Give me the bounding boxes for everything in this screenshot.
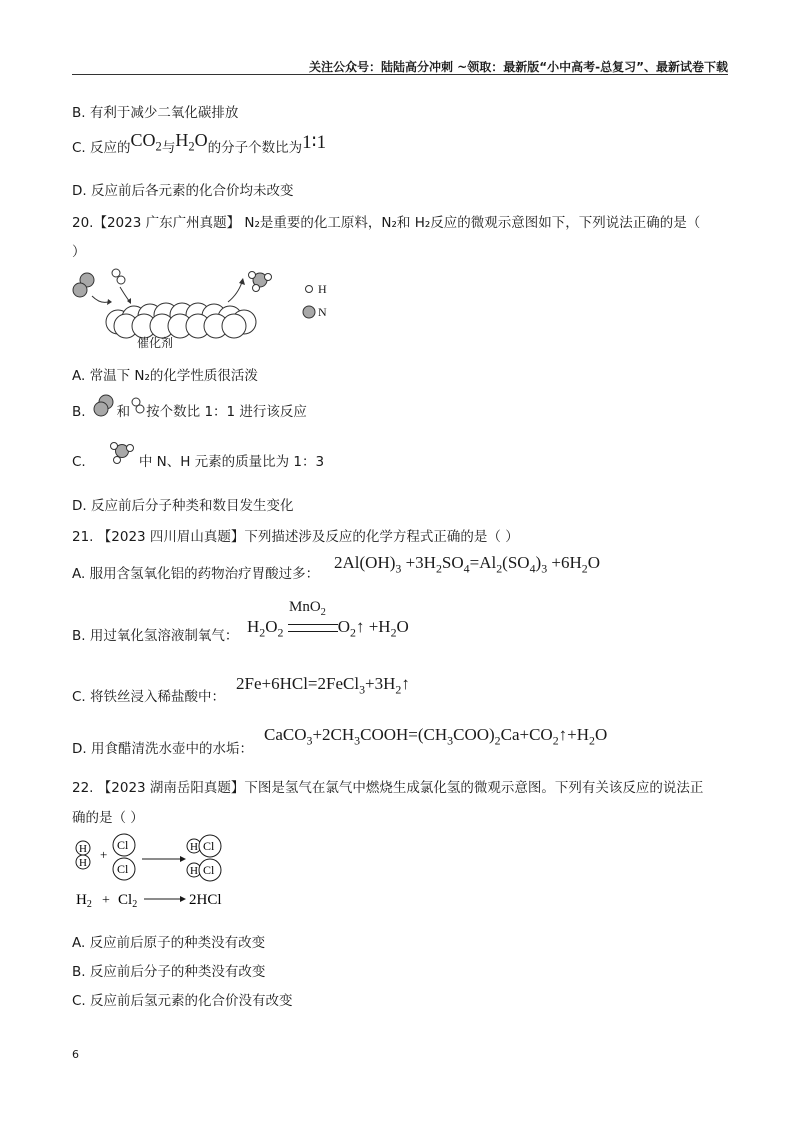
cl-atom-label: Cl	[203, 863, 215, 877]
q20-option-c	[72, 450, 324, 470]
cl-atom-label: Cl	[117, 838, 129, 852]
catalyst-subscript: 2	[320, 607, 326, 618]
q22-option-b: B. 反应前后分子的种类没有改变	[72, 964, 266, 980]
catalyst-surface-icon	[106, 303, 256, 338]
q20-stem-close: ）	[72, 244, 86, 260]
header-divider	[72, 74, 728, 75]
q19-option-c	[72, 130, 327, 161]
q21-option-a-equation: $2Al(OH)_3 +3H_2SO_4=Al_2(SO_4)_3 +6H_2O$	[334, 553, 600, 576]
q21-option-b-text: B. 用过氧化氢溶液制氧气：	[72, 628, 239, 644]
nh3-molecule-icon	[249, 272, 272, 292]
h2o-subscript: 2	[188, 139, 195, 154]
eq-plus: +	[102, 893, 110, 908]
eq-cl2: $Cl_2$	[118, 892, 138, 910]
q19-option-c-and: 与	[161, 140, 176, 156]
q20-catalyst-diagram	[60, 262, 360, 352]
catalyst-mno2	[289, 599, 326, 618]
catalyst-label: 催化剂	[137, 336, 174, 350]
q21-option-d-text: D. 用食醋清洗水壶中的水垢：	[72, 741, 253, 757]
q22-stem-close: 确的是（ ）	[72, 810, 144, 826]
arrow-out-icon	[228, 282, 242, 302]
plus-sign: +	[100, 847, 108, 862]
eq-product: 2HCl	[189, 892, 222, 908]
legend-n-label: N	[318, 305, 327, 319]
q19-option-b: B. 有利于减少二氧化碳排放	[72, 105, 239, 121]
q20-stem: 20.【2023 广东广州真题】 N₂是重要的化工原料，N₂和 H₂反应的微观示意图如下，下列说法正确的是（	[72, 215, 701, 231]
q22-option-c: C. 反应前后氢元素的化合价没有改变	[72, 993, 293, 1009]
cl-atom-label: Cl	[203, 839, 215, 853]
h2o-o: O	[194, 130, 208, 150]
q20-option-d: D. 反应前后分子种类和数目发生变化	[72, 498, 294, 514]
h-atom-label: H	[79, 843, 87, 855]
h-atom-label: H	[190, 865, 198, 877]
eq-h2: $H_2$	[76, 892, 92, 910]
q19-option-d: D. 反应前后各元素的化合价均未改变	[72, 183, 294, 199]
q22-stem: 22. 【2023 湖南岳阳真题】下图是氢气在氯气中燃烧生成氯化氢的微观示意图。下列有关该反应的说法正	[72, 780, 704, 796]
cl-atom-label: Cl	[117, 862, 129, 876]
arrow-in-icon	[92, 296, 108, 302]
q21-option-b-equation: $H_2O_2$ $O_2↑ +H_2O$	[247, 617, 409, 640]
h2-molecule-icon	[130, 396, 146, 418]
h2o-h: H	[175, 130, 189, 150]
n2-molecule-icon	[73, 273, 94, 297]
q21-option-a-text: A. 服用含氢氧化铝的药物治疗胃酸过多：	[72, 566, 320, 582]
q20-option-c-text: 中 N、H 元素的质量比为 1：3	[138, 454, 325, 470]
q21-option-c-text: C. 将铁丝浸入稀盐酸中：	[72, 689, 226, 705]
q20-option-c-prefix: C.	[72, 454, 86, 470]
q20-option-b-prefix: B.	[72, 404, 86, 420]
q22-reaction-diagram	[72, 832, 242, 912]
legend-h-icon	[306, 286, 313, 293]
q20-option-b-and: 和	[116, 404, 131, 420]
h2-molecule-icon	[112, 269, 125, 284]
h-atom-label: H	[190, 841, 198, 853]
q19-option-c-mid: 的分子个数比为	[207, 140, 303, 156]
q22-option-a: A. 反应前后原子的种类没有改变	[72, 935, 266, 951]
legend-h-label: H	[318, 282, 327, 296]
legend-n-icon	[303, 306, 315, 318]
ratio-value: 1∶1	[302, 132, 327, 153]
co2-formula: CO	[130, 130, 156, 150]
h-atom-label: H	[79, 857, 87, 869]
nh3-molecule-icon	[105, 441, 139, 469]
page-number: 6	[72, 1048, 79, 1061]
co2-subscript: 2	[155, 139, 162, 154]
q19-option-c-prefix: C. 反应的	[72, 140, 131, 156]
catalyst-formula: MnO	[289, 599, 321, 615]
q21-option-c-equation: $2Fe+6HCl=2FeCl_3+3H_2↑$	[236, 674, 410, 697]
page-header: 关注公众号：陆陆高分冲刺 ~领取：最新版“小中高考-总复习”、最新试卷下载	[309, 60, 728, 74]
q20-option-b	[72, 400, 307, 420]
n2-molecule-icon	[91, 394, 117, 420]
q20-option-b-text: 按个数比 1：1 进行该反应	[146, 404, 307, 420]
q21-option-d-equation: $CaCO_3+2CH_3COOH=(CH_3COO)_2Ca+CO_2↑+H_2O$	[264, 725, 608, 748]
q21-stem: 21. 【2023 四川眉山真题】下列描述涉及反应的化学方程式正确的是（ ）	[72, 529, 519, 545]
q20-option-a: A. 常温下 N₂的化学性质很活泼	[72, 368, 258, 384]
